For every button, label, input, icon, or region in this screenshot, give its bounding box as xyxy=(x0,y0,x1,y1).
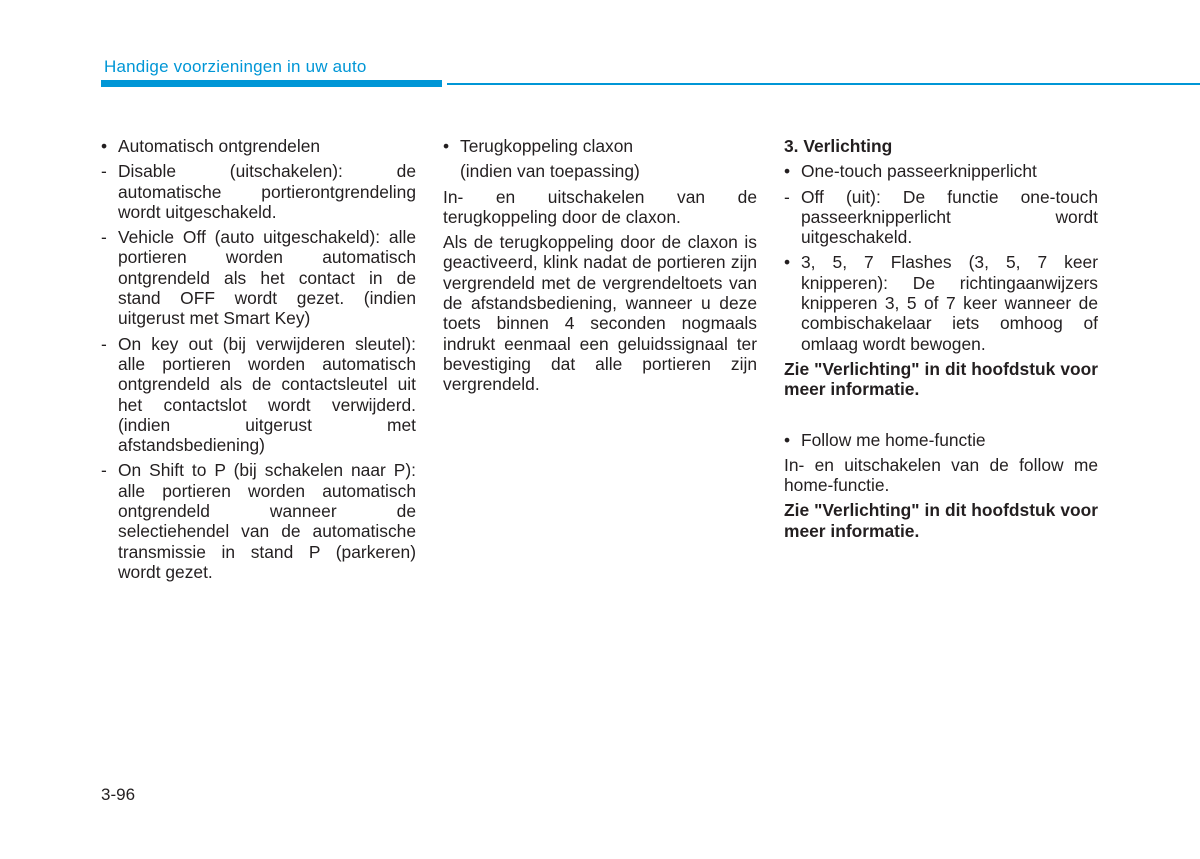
dash-text: Off (uit): De functie one-touch passeerknipperlicht wordt uitgeschakeld. xyxy=(801,186,1098,248)
bullet-marker: • xyxy=(784,429,791,450)
dash-item xyxy=(101,161,416,222)
dash-text: On Shift to P (bij schakelen naar P): alle portieren worden automatisch ontgrendeld wanneer de selectiehendel van de automatische transmissie in stand P (parkeren) wordt gezet. xyxy=(118,460,416,582)
dash-marker: - xyxy=(784,186,790,207)
column-middle xyxy=(443,136,757,400)
bullet-text: Follow me home-functie xyxy=(801,429,986,450)
dash-marker: - xyxy=(101,460,107,481)
reference-note: Zie "Verlichting" in dit hoofdstuk voor meer informatie. xyxy=(784,358,1098,400)
bullet-marker: • xyxy=(443,136,450,156)
bullet-item xyxy=(784,430,1098,450)
dash-item xyxy=(101,227,416,328)
bullet-text: One-touch passeerknipperlicht xyxy=(801,161,1037,182)
bullet-text: 3, 5, 7 Flashes (3, 5, 7 keer knipperen): De richtingaanwijzers knipperen 3, 5 of 7 keer wanneer de combischakelaar iets omhoog of omlaag wordt bewogen. xyxy=(801,252,1098,354)
bullet-marker: • xyxy=(784,161,791,182)
dash-marker: - xyxy=(101,227,107,248)
dash-text: Disable (uitschakelen): de automatische portierontgrendeling wordt uitgeschakeld. xyxy=(118,161,416,222)
header-rule xyxy=(447,83,1200,85)
bullet-item xyxy=(101,136,416,156)
paragraph: Als de terugkoppeling door de claxon is geactiveerd, klink nadat de portieren zijn vergrendeld met de vergrendeltoets van de afstandsbediening, wanneer u deze toets binnen 4 seconden nogmaals indrukt eenmaal een geluidssignaal ter bevestiging dat alle portieren zijn vergrendeld. xyxy=(443,232,757,395)
header-bar xyxy=(101,80,442,87)
dash-item xyxy=(784,187,1098,248)
bullet-item xyxy=(784,161,1098,181)
dash-marker: - xyxy=(101,161,107,182)
dash-marker: - xyxy=(101,333,107,354)
dash-item xyxy=(101,460,416,582)
spacer xyxy=(784,405,1098,430)
paragraph: In- en uitschakelen van de follow me home-functie. xyxy=(784,454,1098,496)
dash-text: Vehicle Off (auto uitgeschakeld): alle portieren worden automatisch ontgrendeld als het contact in de stand OFF wordt gezet. (indien uitgerust met Smart Key) xyxy=(118,227,416,329)
reference-note: Zie "Verlichting" in dit hoofdstuk voor meer informatie. xyxy=(784,500,1098,541)
section-heading: 3. Verlichting xyxy=(784,136,893,156)
bullet-item xyxy=(443,136,757,156)
bullet-marker: • xyxy=(784,252,791,273)
bullet-marker: • xyxy=(101,136,108,156)
section-title: Handige voorzieningen in uw auto xyxy=(104,57,367,76)
dash-item xyxy=(101,334,416,456)
column-right xyxy=(784,136,1098,546)
column-left xyxy=(101,136,416,587)
bullet-text: Terugkoppeling claxon xyxy=(460,136,634,156)
bullet-item xyxy=(784,252,1098,353)
page-number: 3-96 xyxy=(101,785,136,804)
dash-text: On key out (bij verwijderen sleutel): alle portieren worden automatisch ontgrendeld als de contactsleutel uit het contactslot wordt verwijderd. (indien uitgerust met afstandsbediening) xyxy=(118,333,416,456)
paragraph: In- en uitschakelen van de terugkoppeling door de claxon. xyxy=(443,186,757,227)
applicability-note: (indien van toepassing) xyxy=(460,161,640,182)
bullet-text: Automatisch ontgrendelen xyxy=(118,136,321,156)
